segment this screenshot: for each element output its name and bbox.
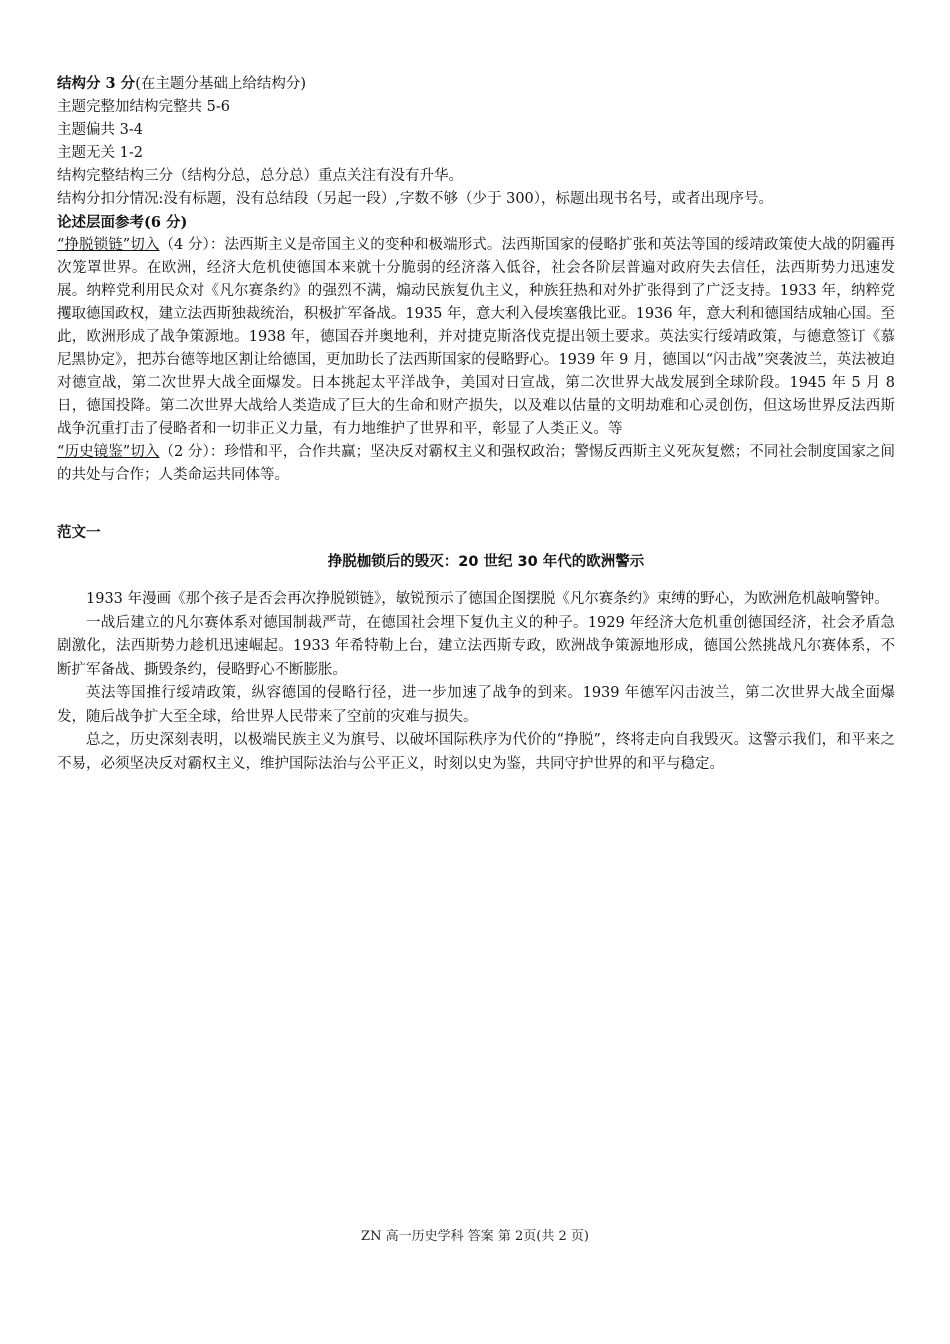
essay-paragraph-1: 1933 年漫画《那个孩子是否会再次挣脱锁链》，敏锐预示了德国企图摆脱《凡尔赛条约》束缚的野心，为欧洲危机敲响警钟。 (86, 591, 889, 607)
structure-rule-focus: 结构完整结构三分（结构分总，总分总）重点关注有没有升华。 (57, 168, 463, 184)
page-footer: ZN 高一历史学科 答案 第 2页(共 2 页) (361, 1229, 589, 1244)
essay-label: 范文一 (57, 525, 101, 541)
answer-page (57, 72, 895, 776)
essay-paragraph-4: 总之，历史深刻表明，以极端民族主义为旗号、以破坏国际秩序为代价的“挣脱”，终将走向自我毁灭。这警示我们，和平来之不易，必须坚决反对霸权主义，维护国际法治与公平正义，时刻以史为鉴，共同守护世界的和平与稳定。 (57, 732, 895, 772)
structure-rule-complete: 主题完整加结构完整共 5-6 (57, 99, 230, 115)
essay-paragraph-2: 一战后建立的凡尔赛体系对德国制裁严苛，在德国社会埋下复仇主义的种子。1929 年经济大危机重创德国经济，社会矛盾急剧激化，法西斯势力趁机迅速崛起。1933 年希特勒上台，建立法西斯专政，欧洲战争策源地形成，德国公然挑战凡尔赛体系，不断扩军备战、撕毁条约，侵略野心不断膨胀。 (57, 614, 895, 678)
essay-paragraph-3: 英法等国推行绥靖政策，纵容德国的侵略行径，进一步加速了战争的到来。1939 年德军闪击波兰，第二次世界大战全面爆发，随后战争扩大至全球，给世界人民带来了空前的灾难与损失。 (57, 685, 895, 725)
structure-score-note: (在主题分基础上给结构分) (135, 76, 307, 92)
argument-part1-label: “挣脱锁链”切入 (57, 237, 160, 253)
essay-title: 挣脱枷锁后的毁灭：20 世纪 30 年代的欧洲警示 (327, 554, 645, 570)
structure-score-title: 结构分 3 分 (57, 75, 136, 92)
argument-part1 (57, 234, 895, 441)
argument-part1-text: （4 分）：法西斯主义是帝国主义的变种和极端形式。法西斯国家的侵略扩张和英法等国的绥靖政策使大战的阴霾再次笼罩世界。在欧洲，经济大危机使德国本来就十分脆弱的经济落入低谷，社会各阶层普遍对政府失去信任，法西斯势力迅速发展。纳粹党利用民众对《凡尔赛条约》的强烈不满，煽动民族复仇主义，种族狂热和对外扩张得到了广泛支持。1933 年，纳粹党攫取德国政权，建立法西斯独裁统治，积极扩军备战。1935 年，意大利入侵埃塞俄比亚。1936 年，意大利和德国结成轴心国。至此，欧洲形成了战争策源地。1938 年，德国吞并奥地利，并对捷克斯洛伐克提出领土要求。英法实行绥靖政策，与德意签订《慕尼黑协定》，把苏台德等地区割让给德国，更加助长了法西斯国家的侵略野心。1939 年 9 月，德国以“闪击战”突袭波兰，英法被迫对德宣战，第二次世界大战全面爆发。日本挑起太平洋战争，美国对日宣战，第二次世界大战发展到全球阶段。1945 年 5 月 8 日，德国投降。第二次世界大战给人类造成了巨大的生命和财产损失，以及难以估量的文明劫难和心灵创伤，但这场世界反法西斯战争沉重打击了侵略者和一切非正义力量，有力地维护了世界和平，彰显了人类正义。等 (57, 237, 895, 437)
argument-part2-text: （2 分）：珍惜和平，合作共赢；坚决反对霸权主义和强权政治；警惕反西斯主义死灰复燃；不同社会制度国家之间的共处与合作；人类命运共同体等。 (57, 444, 895, 483)
section-gap (57, 487, 895, 510)
structure-rule-partial: 主题偏共 3-4 (57, 122, 143, 138)
structure-deduction-rule: 结构分扣分情况:没有标题，没有总结段（另起一段）,字数不够（少于 300），标题出现书名号，或者出现序号。 (57, 191, 774, 207)
argument-part2 (57, 441, 895, 487)
structure-rule-irrelevant: 主题无关 1-2 (57, 145, 143, 161)
structure-score-heading (57, 72, 895, 96)
argument-heading: 论述层面参考(6 分) (57, 214, 188, 231)
argument-part2-label: “历史镜鉴”切入 (57, 444, 160, 460)
